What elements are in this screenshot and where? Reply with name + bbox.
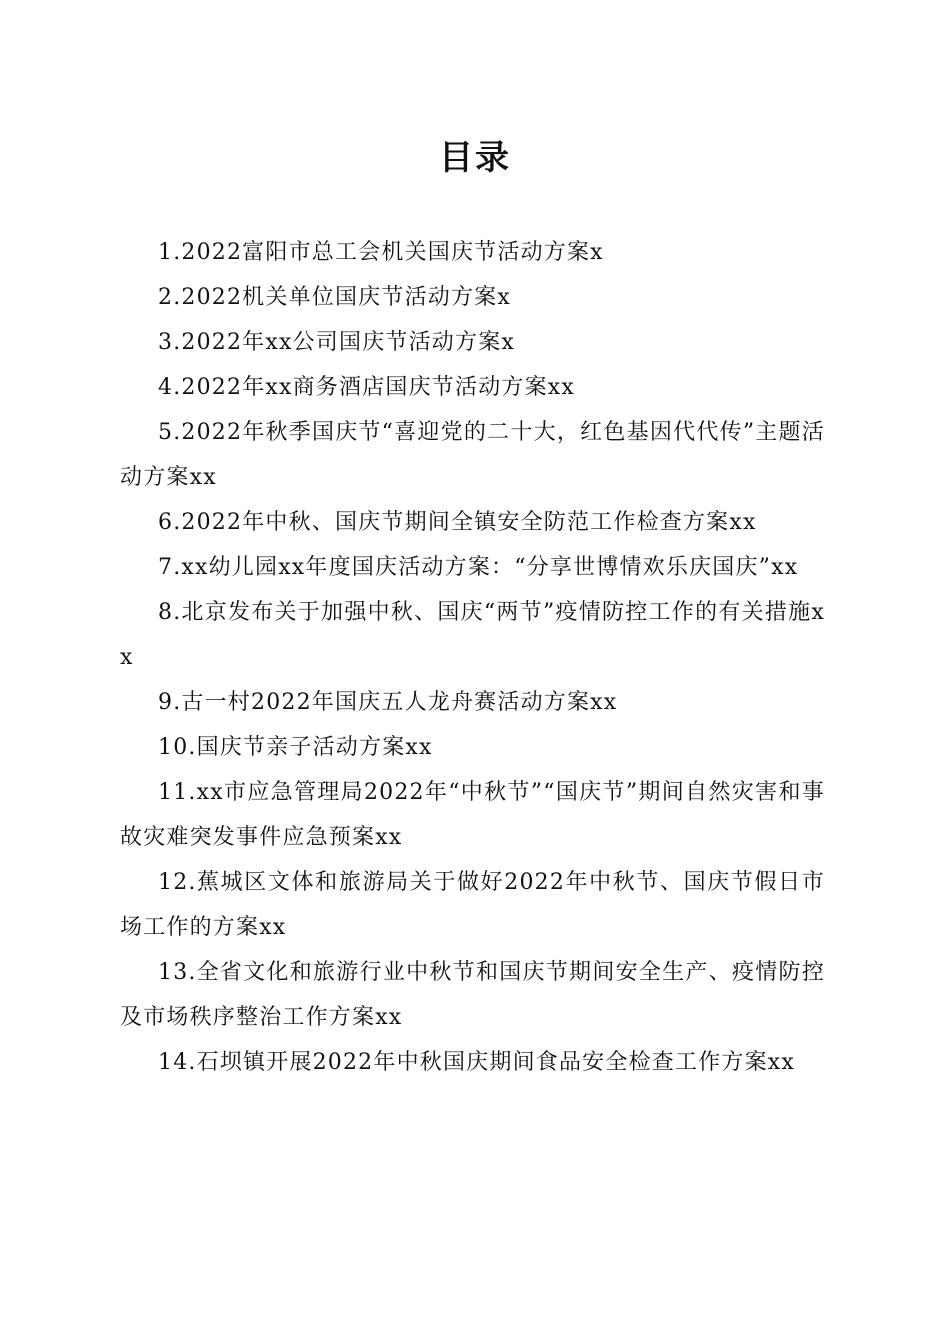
- toc-item-11: 11.xx市应急管理局2022年“中秋节”“国庆节”期间自然灾害和事故灾难突发事件应急预案xx: [120, 780, 825, 850]
- toc-item-4: 4.2022年xx商务酒店国庆节活动方案xx: [158, 375, 576, 400]
- page-title: 目录: [439, 138, 511, 178]
- toc-item-6: 6.2022年中秋、国庆节期间全镇安全防范工作检查方案xx: [158, 510, 757, 535]
- toc-item-5: 5.2022年秋季国庆节“喜迎党的二十大，红色基因代代传”主题活动方案xx: [120, 420, 825, 490]
- toc-item-3: 3.2022年xx公司国庆节活动方案x: [158, 330, 516, 355]
- toc-item-7: 7.xx幼儿园xx年度国庆活动方案：“分享世博情欢乐庆国庆”xx: [158, 555, 799, 580]
- toc-item-13: 13.全省文化和旅游行业中秋节和国庆节期间安全生产、疫情防控及市场秩序整治工作方案xx: [120, 960, 825, 1030]
- table-of-contents: [120, 230, 825, 1085]
- toc-item-12: 12.蕉城区文体和旅游局关于做好2022年中秋节、国庆节假日市场工作的方案xx: [120, 870, 825, 940]
- toc-item-1: 1.2022富阳市总工会机关国庆节活动方案x: [158, 240, 604, 265]
- toc-item-14: 14.石坝镇开展2022年中秋国庆期间食品安全检查工作方案xx: [158, 1050, 795, 1075]
- toc-item-8: 8.北京发布关于加强中秋、国庆“两节”疫情防控工作的有关措施xx: [120, 600, 825, 670]
- toc-item-10: 10.国庆节亲子活动方案xx: [158, 735, 433, 760]
- toc-item-2: 2.2022机关单位国庆节活动方案x: [158, 285, 511, 310]
- toc-item-9: 9.古一村2022年国庆五人龙舟赛活动方案xx: [158, 690, 618, 715]
